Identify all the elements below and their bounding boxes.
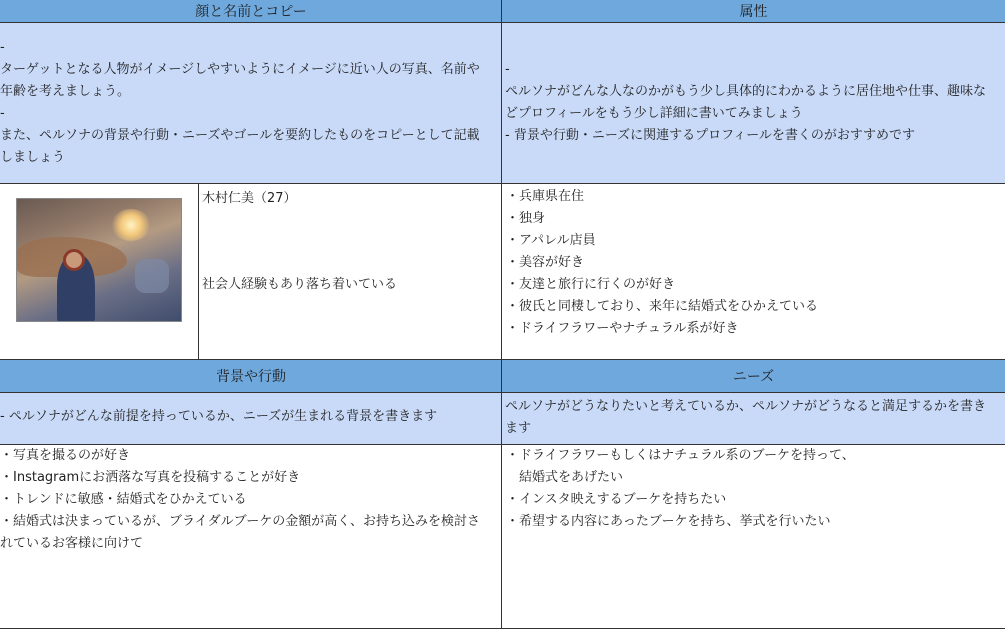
list-item: ・インスタ映えするブーケを持ちたい (506, 492, 727, 507)
list-item: ・写真を撮るのが好き (0, 448, 131, 463)
description-line: ます (505, 421, 532, 436)
header-face-name-copy-label: 顔と名前とコピー (195, 4, 307, 20)
header-attributes (501, 0, 1005, 23)
description-background-behavior (0, 393, 502, 444)
description-line: ペルソナがどんな人なのかがもう少し具体的にわかるように居住地や仕事、趣味な (505, 84, 987, 99)
description-attributes (501, 23, 1005, 183)
list-item: ・美容が好き (506, 255, 585, 270)
description-line: ペルソナがどうなりたいと考えているか、ペルソナがどうなると満足するかを書き (505, 399, 987, 414)
header-attributes-label: 属性 (739, 4, 768, 20)
list-item: ・彼氏と同棲しており、来年に結婚式をひかえている (506, 299, 819, 314)
description-line: しましょう (0, 150, 66, 165)
needs-list (501, 444, 1005, 629)
header-face-name-copy (0, 0, 502, 23)
description-face-name-copy (0, 23, 502, 183)
description-line: - (505, 62, 510, 77)
persona-name-cell (198, 183, 502, 272)
list-item: ・Instagramにお洒落な写真を投稿することが好き (0, 470, 301, 485)
description-line: - 背景や行動・ニーズに関連するプロフィールを書くのがおすすめです (505, 128, 916, 143)
description-needs (501, 393, 1005, 444)
attributes-list (501, 183, 1005, 359)
list-item: ・兵庫県在住 (506, 189, 585, 204)
list-item: ・ドライフラワーやナチュラル系が好き (506, 321, 739, 336)
header-needs-label: ニーズ (732, 369, 775, 385)
persona-copy-cell (198, 271, 502, 359)
list-item: ・希望する内容にあったブーケを持ち、挙式を行いたい (506, 514, 831, 529)
list-item: ・ドライフラワーもしくはナチュラル系のブーケを持って、 (506, 448, 855, 463)
list-item: ・結婚式は決まっているが、ブライダルブーケの金額が高く、お持ち込みを検討さ (0, 514, 480, 529)
description-line: どプロフィールをもう少し詳細に書いてみましょう (505, 106, 803, 121)
background-list (0, 444, 502, 629)
description-line: ターゲットとなる人物がイメージしやすいようにイメージに近い人の写真、名前や (0, 62, 480, 77)
header-background-behavior (0, 359, 502, 393)
persona-name-age: 木村仁美（27） (202, 191, 297, 206)
description-line: また、ペルソナの背景や行動・ニーズやゴールを要約したものをコピーとして記載 (0, 128, 480, 143)
persona-photo (16, 198, 182, 322)
list-item: 結婚式をあげたい (506, 470, 624, 485)
description-line: - (0, 106, 5, 121)
list-item: ・トレンドに敏感・結婚式をひかえている (0, 492, 247, 507)
header-background-behavior-label: 背景や行動 (216, 369, 286, 385)
description-line: - (0, 40, 5, 55)
list-item: れているお客様に向けて (0, 536, 144, 551)
description-line: - ペルソナがどんな前提を持っているか、ニーズが生まれる背景を書きます (0, 409, 438, 424)
list-item: ・独身 (506, 211, 546, 226)
header-needs (501, 359, 1005, 393)
description-line: 年齢を考えましょう。 (0, 84, 131, 99)
persona-copy: 社会人経験もあり落ち着いている (202, 277, 398, 292)
list-item: ・友達と旅行に行くのが好き (506, 277, 676, 292)
list-item: ・アパレル店員 (506, 233, 596, 248)
